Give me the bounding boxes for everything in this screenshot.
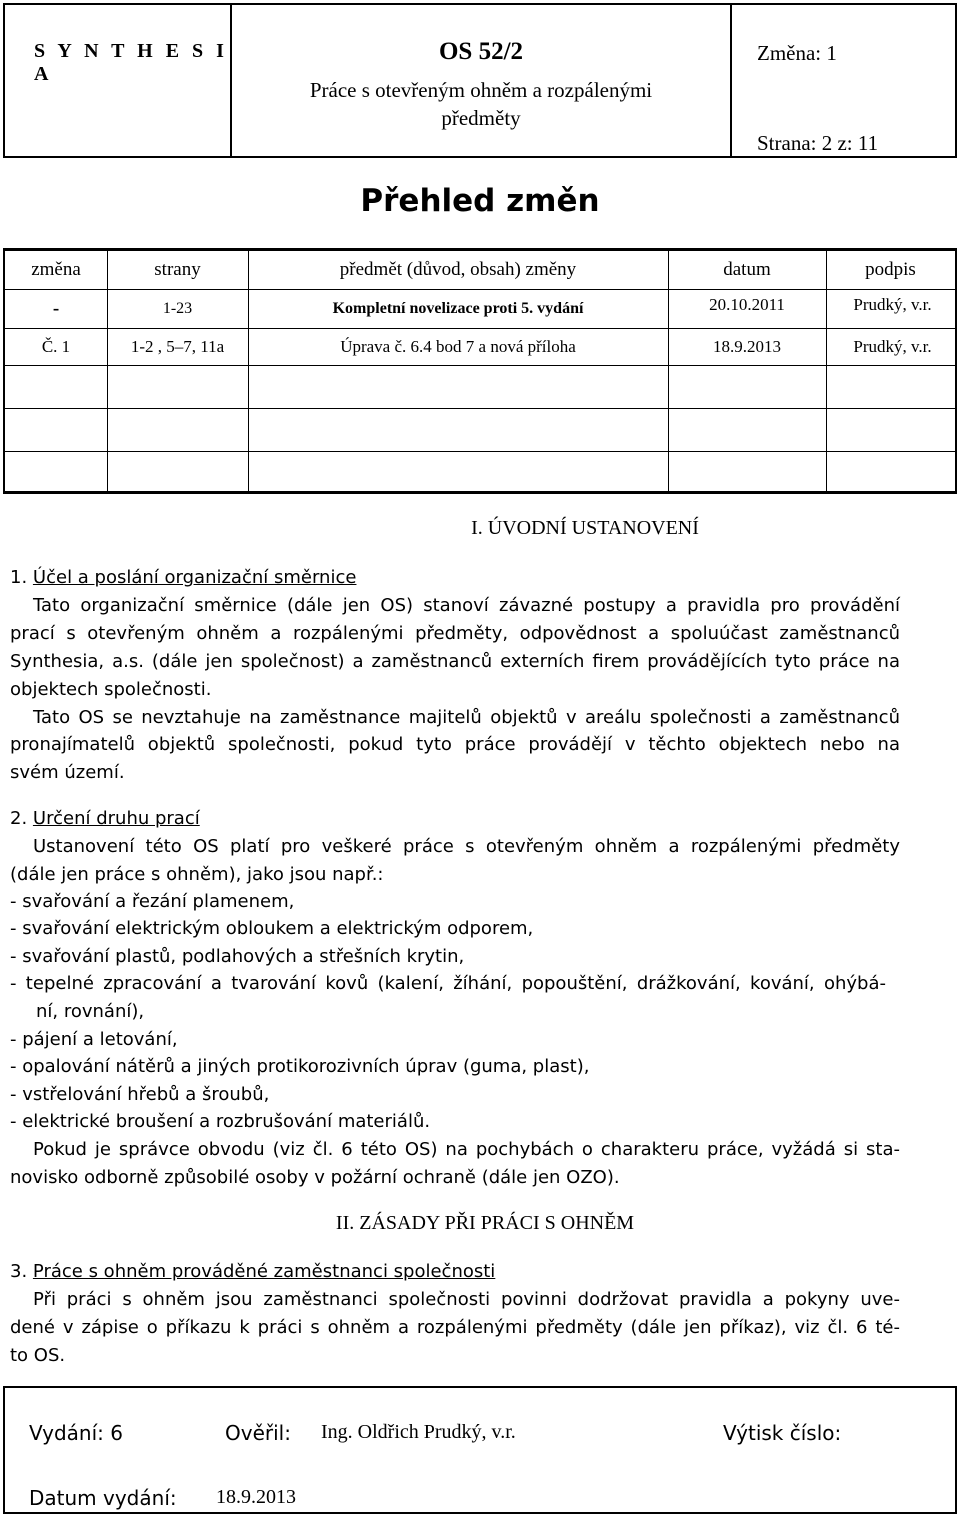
document-title-line: Práce s otevřeným ohněm a rozpálenými [309,78,653,102]
table-row [5,366,955,408]
table-cell: Prudký, v.r. [853,337,932,356]
table-cell [5,366,107,408]
item-title: Určení druhu prací [32,808,200,829]
table-cell: Kompletní novelizace proti 5. vydání [332,300,584,317]
paragraph-line: Tato organizační směrnice (dále jen OS) stanoví závazné postupy a pravidla pro provádění [33,595,900,616]
table-cell [248,366,668,408]
table-cell: 1-2 , 5–7, 11a [130,337,225,356]
table-cell [826,452,955,492]
table-cell [668,366,826,408]
column-header: předmět (důvod, obsah) změny [339,259,577,280]
table-cell [826,409,955,451]
change-number: Změna: 1 [757,41,837,65]
item-title: Účel a poslání organizační směrnice [32,567,357,588]
table-cell: 20.10.2011 [709,295,785,314]
list-item: - tepelné zpracování a tvarování kovů (kalení, žíhání, popouštění, drážkování, kování, ohýbá- [10,973,886,994]
table-cell: Úprava č. 6.4 bod 7 a nová příloha [340,337,576,356]
header-meta-cell [732,5,955,156]
table-cell: 1-23 [162,300,193,317]
table-cell [826,366,955,408]
table-row [5,290,955,328]
item-number: 1. [10,567,28,588]
document-footer [3,1386,957,1514]
table-cell [107,452,248,492]
document-title [232,76,730,132]
page-number: Strana: 2 z: 11 [757,131,879,155]
item-heading [10,1258,900,1285]
item-heading [10,564,900,591]
paragraph-line: novisko odborně způsobilé osoby v požární ochraně (dále jen OZO). [10,1167,620,1188]
company-name: S Y N T H E S I A [34,40,228,85]
paragraph-line: objektech společnosti. [10,679,212,700]
list-item: - pájení a letování, [10,1029,178,1050]
issue-date-label: Datum vydání: [29,1486,177,1510]
header-title-cell [232,5,732,156]
table-header-row [5,251,955,289]
verified-by: Ing. Oldřich Prudký, v.r. [321,1421,516,1443]
section-heading: I. ÚVODNÍ USTANOVENÍ [471,517,699,539]
issue-date: 18.9.2013 [216,1486,296,1508]
item-number: 2. [10,808,28,829]
table-cell [107,409,248,451]
paragraph-line: pronajímatelů objektů společnosti, pokud tyto práce provádějí v těchto objektech nebo na [10,734,900,755]
table-row [5,452,955,492]
list-item: - svařování elektrickým obloukem a elektrickým odporem, [10,918,534,939]
column-header: datum [723,259,771,280]
table-cell: Č. 1 [41,337,71,356]
changes-table [3,248,957,494]
table-cell [668,452,826,492]
paragraph-line: Ustanovení této OS platí pro veškeré práce s otevřeným ohněm a rozpálenými předměty [33,836,900,857]
paragraph-line: (dále jen práce s ohněm), jako jsou např.: [10,864,384,885]
paragraph-line: Pokud je správce obvodu (viz čl. 6 této OS) na pochybách o charakteru práce, vyžádá si sta- [33,1139,900,1160]
list-item: - svařování a řezání plamenem, [10,891,295,912]
verified-label: Ověřil: [225,1421,291,1445]
section-heading: II. ZÁSADY PŘI PRÁCI S OHNĚM [335,1212,635,1234]
document-number: OS 52/2 [438,38,524,65]
table-cell [5,452,107,492]
table-cell [248,452,668,492]
paragraph-line: Při práci s ohněm jsou zaměstnanci společnosti povinni dodržovat pravidla a pokyny uve- [33,1289,900,1310]
item-heading [10,805,900,832]
item-number: 3. [10,1261,28,1282]
table-cell [5,409,107,451]
table-cell: 18.9.2013 [713,337,781,356]
list-item: ní, rovnání), [36,1001,145,1022]
list-item: - opalování nátěrů a jiných protikorozivních úprav (guma, plast), [10,1056,590,1077]
column-header: podpis [865,259,916,280]
list-item: - svařování plastů, podlahových a střešních krytin, [10,946,465,967]
paragraph-line: Tato OS se nevztahuje na zaměstnance majitelů objektů v areálu společnosti a zaměstnanců [33,707,900,728]
table-cell [248,409,668,451]
paragraph-line: to OS. [10,1345,66,1366]
column-header: změna [31,259,81,280]
column-header: strany [154,259,201,280]
copy-number-label: Výtisk číslo: [723,1421,842,1445]
paragraph-line: svém území. [10,762,125,783]
paragraph-line: Synthesia, a.s. (dále jen společnost) a zaměstnanců externích firem provádějících tyto práce na [10,651,900,672]
edition-number: Vydání: 6 [29,1421,123,1445]
changes-title: Přehled změn [360,183,600,219]
table-cell [107,366,248,408]
header-company-cell [5,5,232,156]
list-item: - vstřelování hřebů a šroubů, [10,1084,270,1105]
table-cell: Prudký, v.r. [853,295,932,314]
document-header [3,3,957,158]
list-item: - elektrické broušení a rozbrušování materiálů. [10,1111,431,1132]
paragraph-line: prací s otevřeným ohněm a rozpálenými předměty, odpovědnost a spoluúčast zaměstnanců [10,623,900,644]
table-row [5,329,955,365]
table-row [5,409,955,451]
paragraph-line: dené v zápise o příkazu k práci s ohněm a rozpálenými předměty (dále jen příkaz), viz čl. 6 té- [10,1317,900,1338]
item-title: Práce s ohněm prováděné zaměstnanci společnosti [32,1261,496,1282]
document-title-line: předměty [441,106,521,130]
table-cell [668,409,826,451]
table-cell: - [52,298,60,319]
